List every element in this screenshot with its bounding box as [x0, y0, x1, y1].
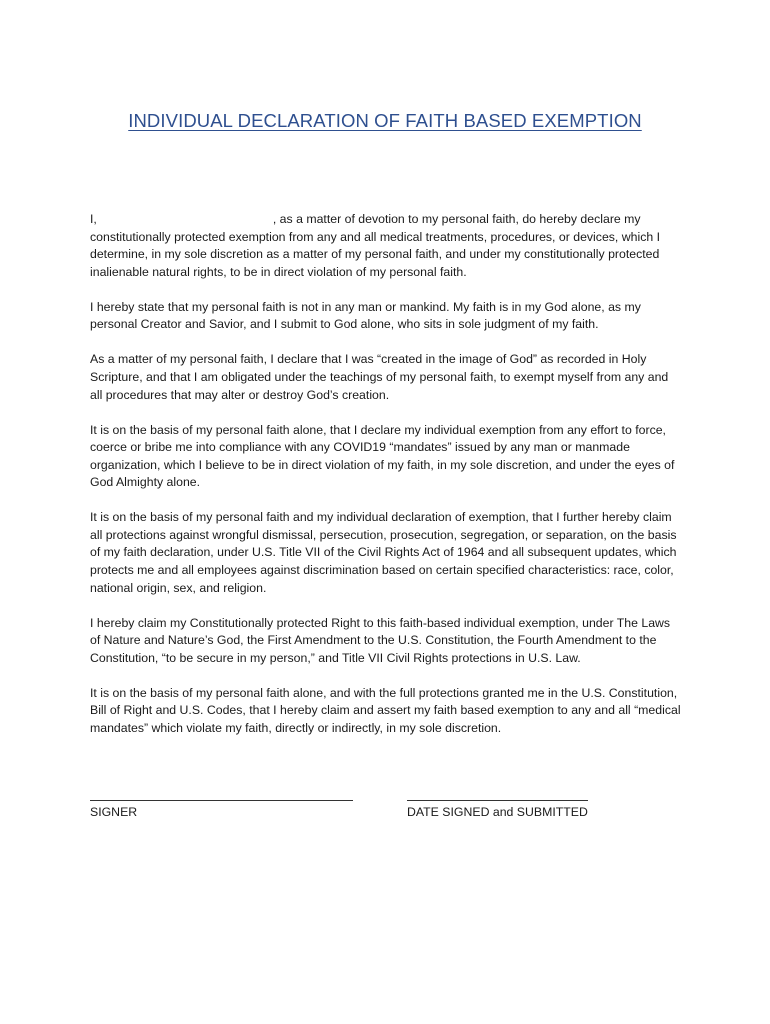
paragraph-constitutional-right: I hereby claim my Constitutionally protected Right to this faith-based individual exemption, under The Laws of Nature and Nature’s God, the First Amendment to the U.S. Constitution, the Fourth Amendment to the Constitution, “to be secure in my person,” and Title VII Civil Rights protections in U.S. Law.: [90, 615, 671, 665]
opening-paragraph: [90, 211, 682, 281]
signer-label: SIGNER: [90, 805, 138, 819]
document-body: [90, 211, 682, 755]
paragraph-faith-statement: I hereby state that my personal faith is not in any man or mankind. My faith is in my God alone, as my personal Creator and Savior, and I submit to God alone, who sits in sole judgment of my faith.: [90, 299, 641, 332]
paragraph-mandates-exemption: It is on the basis of my personal faith alone, that I declare my individual exemption from any effort to force, coerce or bribe me into compliance with any COVID19 “mandates” issued by any man or manmade organization, which I believe to be in direct violation of my faith, in my sole discretion, and under the eyes of God Almighty alone.: [90, 422, 675, 490]
signer-block: [90, 788, 353, 819]
paragraph-image-of-god: As a matter of my personal faith, I declare that I was “created in the image of God” as recorded in Holy Scripture, and that I am obligated under the teachings of my personal faith, to exempt myself from any and all procedures that may alter or destroy God’s creation.: [90, 352, 669, 402]
opening-prefix: I,: [90, 212, 97, 226]
date-block: [407, 788, 588, 819]
opening-text: , as a matter of devotion to my personal faith, do hereby declare my constitutionally protected exemption from any and all medical treatments, procedures, or devices, which I determine, in my sole discretion as a matter of my personal faith, and under my constitutionally protected inalienable natural rights, to be in direct violation of my personal faith.: [90, 212, 661, 279]
date-signature-line: [407, 788, 588, 801]
paragraph-medical-mandates: It is on the basis of my personal faith alone, and with the full protections granted me in the U.S. Constitution, Bill of Right and U.S. Codes, that I hereby claim and assert my faith based exemption to any and all “medical mandates” which violate my faith, directly or indirectly, in my sole discretion.: [90, 685, 681, 735]
paragraph-title-vii-protections: It is on the basis of my personal faith and my individual declaration of exemption, that I further hereby claim all protections against wrongful dismissal, persecution, prosecution, segregation, or separation, on the basis of my faith declaration, under U.S. Title VII of the Civil Rights Act of 1964 and all subsequent updates, which protects me and all employees against discrimination based on certain specified characteristics: race, color, national origin, sex, and religion.: [90, 510, 677, 595]
date-label: DATE SIGNED and SUBMITTED: [407, 805, 588, 819]
signer-signature-line: [90, 788, 353, 801]
document-title: INDIVIDUAL DECLARATION OF FAITH BASED EXEMPTION: [128, 110, 642, 131]
